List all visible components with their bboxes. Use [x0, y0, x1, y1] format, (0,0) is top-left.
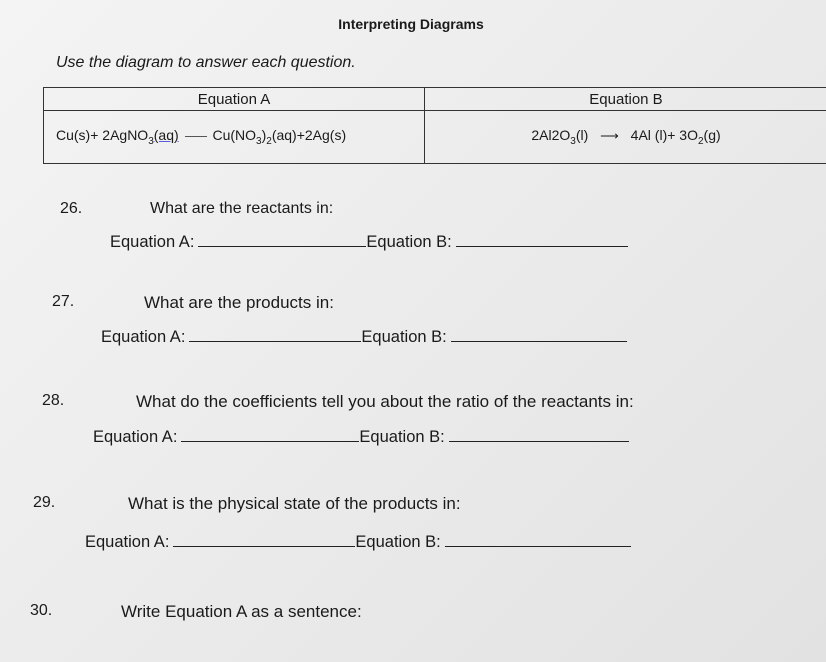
table-header-row: [44, 88, 826, 111]
equation-a-cell: [44, 111, 425, 164]
answer-blank-a[interactable]: [173, 532, 355, 547]
header-equation-b: Equation B: [425, 88, 826, 111]
answer-blank-b[interactable]: [451, 327, 627, 342]
question-number: 30.: [30, 602, 53, 619]
eq-a-reactants: Cu(s)+ 2AgNO$_3$(aq): [56, 127, 179, 147]
question-number: 28.: [42, 392, 65, 409]
answer-line-a: Equation A: Equation B:: [85, 532, 631, 552]
answer-blank-a[interactable]: [189, 327, 361, 342]
eq-b-products: 4Al $(l)+ 3O_2(g)$: [630, 127, 721, 147]
question-text: What are the reactants in:: [150, 200, 334, 217]
question-number: 29.: [33, 494, 56, 511]
eq-b-reactants: $2Al2O_3(l)$: [531, 127, 589, 147]
question-number: 26.: [60, 200, 83, 217]
table-row: [44, 111, 826, 164]
question-text: What are the products in:: [144, 293, 334, 312]
answer-line-a: Equation A: Equation B:: [101, 327, 627, 347]
question-text: What is the physical state of the products in:: [128, 494, 461, 513]
worksheet-title: Interpreting Diagrams: [338, 16, 484, 32]
answer-blank-b[interactable]: [449, 427, 629, 442]
answer-line-a: Equation A: Equation B:: [93, 427, 629, 447]
answer-blank-a[interactable]: [198, 232, 366, 247]
answer-line-a: Equation A: Equation B:: [110, 232, 628, 252]
question-text: What do the coefficients tell you about the ratio of the reactants in:: [136, 392, 634, 411]
equations-table: [43, 87, 826, 164]
question-number: 27.: [52, 293, 75, 310]
answer-blank-a[interactable]: [181, 427, 359, 442]
answer-blank-b[interactable]: [445, 532, 631, 547]
answer-blank-b[interactable]: [456, 232, 628, 247]
reaction-arrow-icon: [185, 136, 207, 137]
equation-b-cell: [425, 111, 826, 164]
reaction-arrow-icon: ⟶: [600, 128, 619, 144]
question-text: Write Equation A as a sentence:: [121, 602, 362, 621]
header-equation-a: Equation A: [44, 88, 425, 111]
eq-a-products: $Cu(NO_3)_2(aq)+2Ag(s)$: [212, 127, 347, 147]
instructions: Use the diagram to answer each question.: [56, 54, 356, 71]
